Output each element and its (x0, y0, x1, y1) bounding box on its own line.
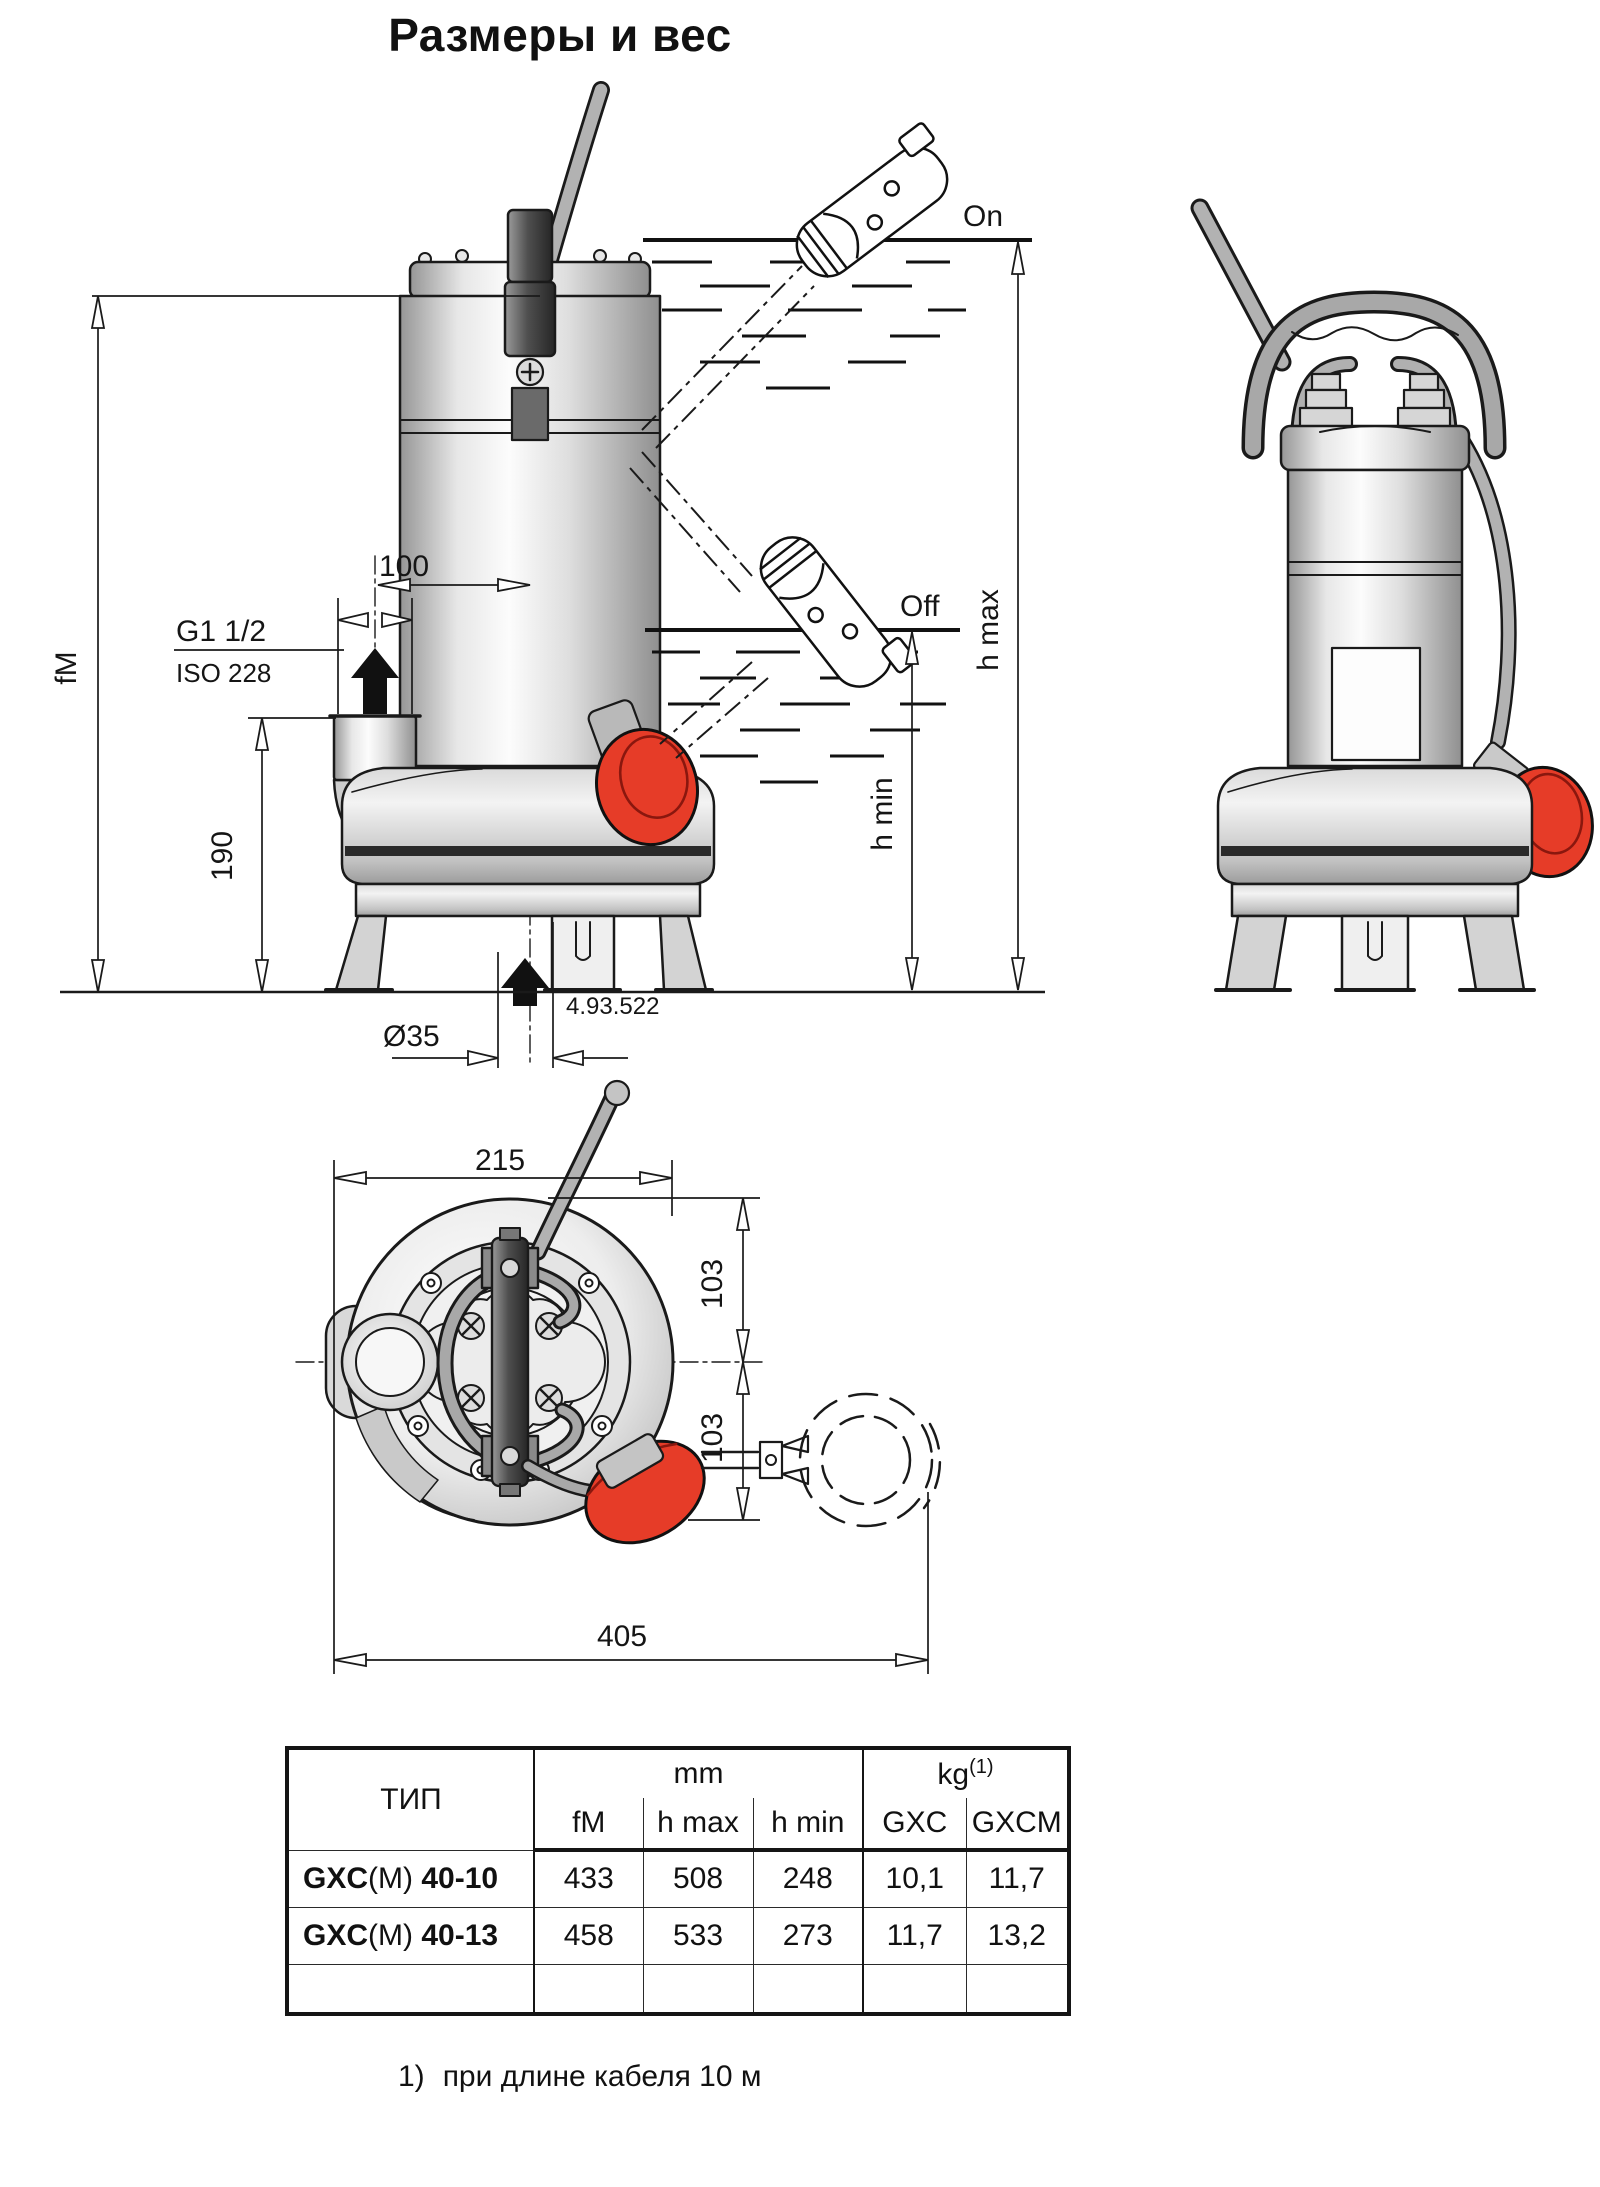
dim-label-405: 405 (596, 1620, 648, 1653)
dim-label-fm: fM (50, 651, 83, 685)
dim-label-100: 100 (378, 550, 430, 583)
value-hmax: 533 (643, 1907, 753, 1964)
dim-label-d35: Ø35 (383, 1020, 440, 1053)
table-group-mm: mm (534, 1748, 863, 1798)
top-view (296, 1081, 940, 1563)
thread-standard-label: ISO 228 (176, 658, 272, 688)
water-level-sketch (630, 122, 1032, 782)
dimensions-weight-table (285, 1746, 1071, 2016)
table-header-hmax: h max (643, 1798, 753, 1850)
dim-label-103-upper: 103 (696, 1258, 729, 1310)
dim-label-215: 215 (474, 1144, 526, 1177)
footnote-text: при длине кабеля 10 м (442, 2060, 762, 2093)
table-header-fm: fM (534, 1798, 643, 1850)
model-name: GXC(M) 40-10 (287, 1850, 534, 1907)
label-off: Off (900, 590, 940, 623)
value-hmin: 273 (753, 1907, 863, 1964)
table-group-kg: $kg^{(1)}$ (863, 1748, 1069, 1798)
table-row (287, 1850, 1069, 1907)
footnote-marker: 1) (398, 2060, 425, 2093)
thread-label: G1 1/2 (176, 615, 267, 648)
table-header-type: ТИП (287, 1748, 534, 1850)
value-gxc: 11,7 (863, 1907, 966, 1964)
table-header-hmin: h min (753, 1798, 863, 1850)
value-gxc: 10,1 (863, 1850, 966, 1907)
value-hmin: 248 (753, 1850, 863, 1907)
side-view (1200, 208, 1600, 990)
table-header-gxcm: GXCM (966, 1798, 1069, 1850)
label-on: On (963, 200, 1004, 233)
table-header-gxc: GXC (863, 1798, 966, 1850)
value-gxcm: 11,7 (966, 1850, 1069, 1907)
page-title: Размеры и вес (388, 9, 732, 61)
table-row-empty (287, 1964, 1069, 2014)
part-code-label: 4.93.522 (566, 993, 660, 1020)
dim-label-103-lower: 103 (696, 1412, 729, 1464)
suction-flow-arrow-icon (501, 958, 549, 1006)
dim-label-hmin: h min (866, 777, 899, 851)
value-gxcm: 13,2 (966, 1907, 1069, 1964)
model-name: GXC(M) 40-13 (287, 1907, 534, 1964)
value-fm: 458 (534, 1907, 643, 1964)
cable-clamp (505, 210, 555, 440)
table-row (287, 1907, 1069, 1964)
dim-label-190: 190 (206, 830, 239, 882)
cable-length-footnote (398, 2060, 761, 2094)
discharge-flow-arrow-icon (351, 648, 399, 714)
value-hmax: 508 (643, 1850, 753, 1907)
dim-label-hmax: h max (972, 589, 1005, 671)
value-fm: 433 (534, 1850, 643, 1907)
